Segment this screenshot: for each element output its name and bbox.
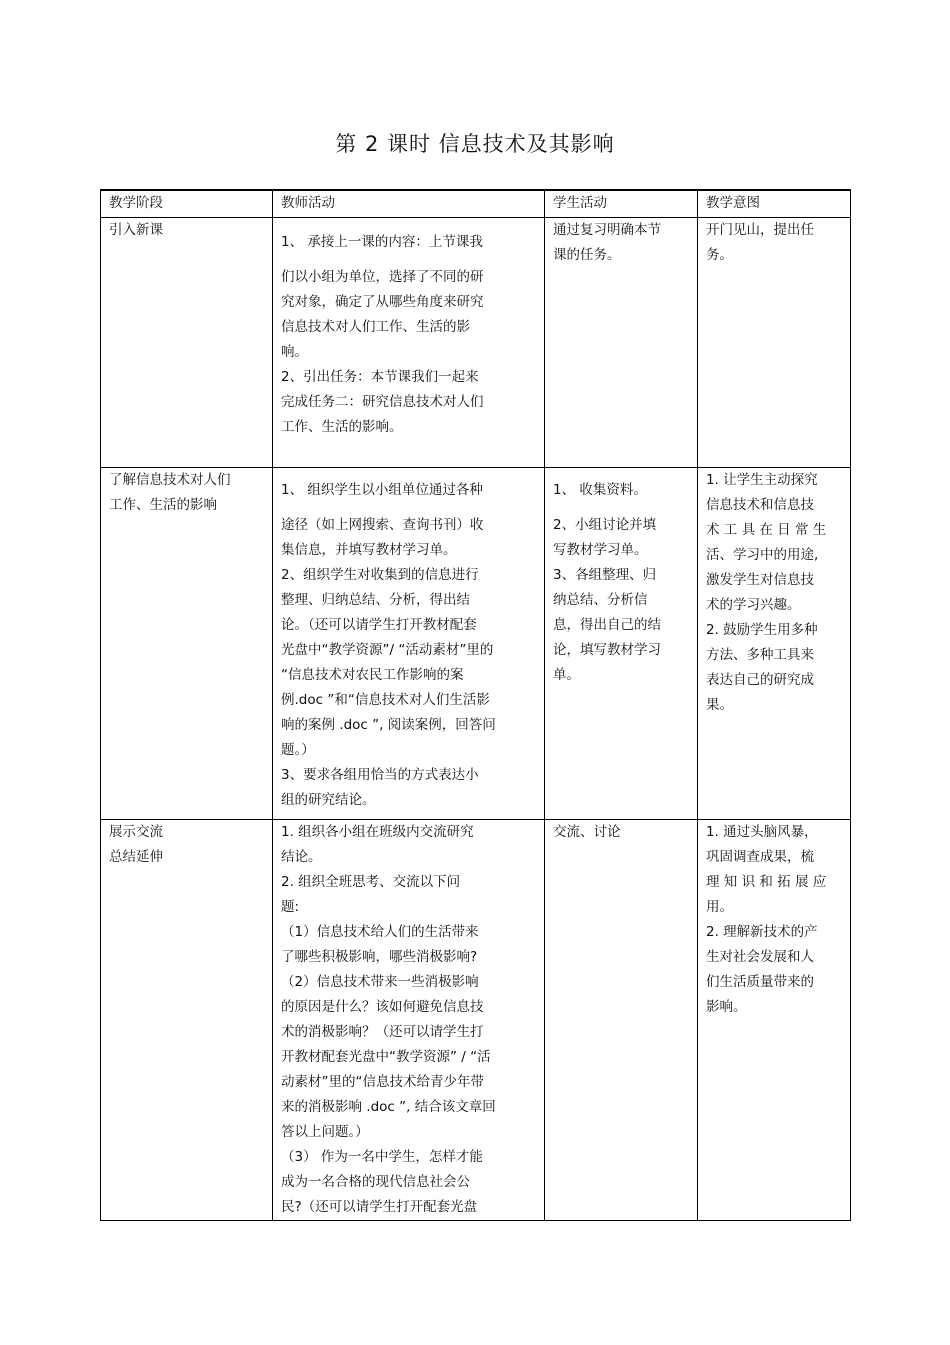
header-teacher: 教师活动 (273, 190, 545, 218)
page-title: 第 2 课时 信息技术及其影响 (335, 132, 615, 156)
table-header-row (101, 190, 851, 218)
teacher-cell: 1. 组织各小组在班级内交流研究 结论。 2. 组织全班思考、交流以下问 题: （1）信息技术给人们的生活带来 了哪些积极影响，哪些消极影响? （2）信息技术带来一些消极影响 的原因是什么？该如何避免信息技 术的消极影响？（还可以请学生打 开教材配套光盘中“教学资源” / “活 动素材”里的“信息技术给青少年带 来的消极影响 .doc ”, 结合该文章回 答以上问题。） （3） 作为一名中学生，怎样才能 成为一名合格的现代信息社会公 民?（还可以请学生打开配套光盘 (273, 820, 545, 1221)
intent-cell: 1. 让学生主动探究 信息技术和信息技 术 工 具 在 日 常 生 活、学习中的用途, 激发学生对信息技 术的学习兴趣。 2. 鼓励学生用多种 方法、多种工具来 表达自己的研究成 果。 (698, 468, 851, 820)
student-cell: 交流、讨论 (545, 820, 698, 1221)
teacher-cell: 1、 承接上一课的内容：上节课我 们以小组为单位，选择了不同的研 究对象，确定了从哪些角度来研究 信息技术对人们工作、生活的影 响。 2、引出任务：本节课我们一起来 完成任务二：研究信息技术对人们 工作、生活的影响。 (273, 218, 545, 468)
table-row (101, 820, 851, 1221)
stage-cell: 了解信息技术对人们 工作、生活的影响 (101, 468, 273, 820)
intent-cell: 1. 通过头脑风暴， 巩固调查成果，梳 理 知 识 和 拓 展 应 用。 2. 理解新技术的产 生对社会发展和人 们生活质量带来的 影响。 (698, 820, 851, 1221)
header-stage: 教学阶段 (101, 190, 273, 218)
student-cell: 通过复习明确本节 课的任务。 (545, 218, 698, 468)
intent-cell: 开门见山，提出任 务。 (698, 218, 851, 468)
header-student: 学生活动 (545, 190, 698, 218)
student-cell: 1、 收集资料。 2、小组讨论并填 写教材学习单。 3、各组整理、归 纳总结、分析信 息，得出自己的结 论，填写教材学习 单。 (545, 468, 698, 820)
teacher-cell: 1、 组织学生以小组单位通过各种 途径（如上网搜索、查询书刊）收 集信息，并填写教材学习单。 2、组织学生对收集到的信息进行 整理、归纳总结、分析，得出结 论。（还可以请学生打开教材配套 光盘中“教学资源”/ “活动素材”里的 “信息技术对农民工作影响的案 例.doc ”和“信息技术对人们生活影 响的案例 .doc ”, 阅读案例，回答问 题。） 3、要求各组用恰当的方式表达小 组的研究结论。 (273, 468, 545, 820)
stage-cell: 展示交流 总结延伸 (101, 820, 273, 1221)
stage-cell: 引入新课 (101, 218, 273, 468)
header-intent: 教学意图 (698, 190, 851, 218)
table-row (101, 218, 851, 468)
table-row (101, 468, 851, 820)
lesson-plan-table (100, 189, 851, 1221)
